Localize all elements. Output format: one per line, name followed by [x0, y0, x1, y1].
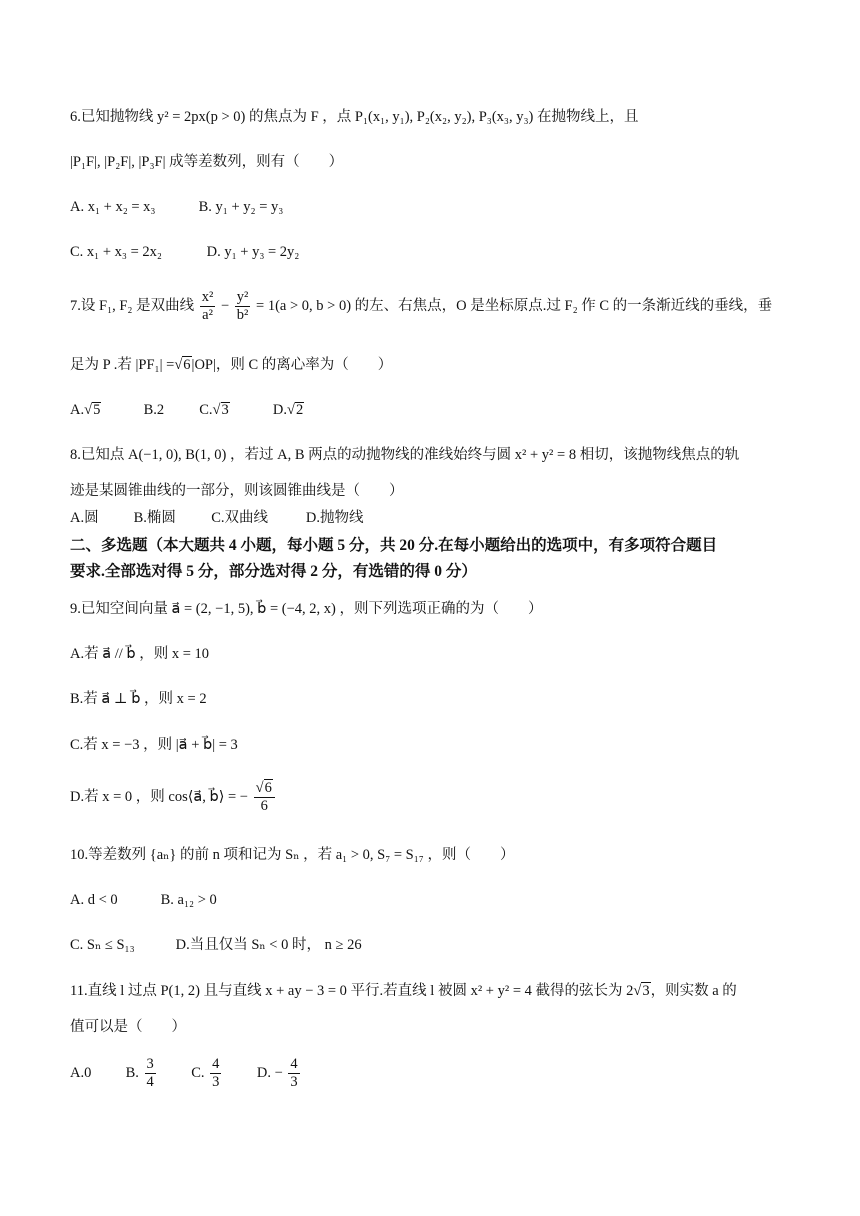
q11-line1-post: ，则实数 a 的 [650, 983, 737, 999]
q10-option-a: A. d < 0 [70, 892, 118, 908]
q7-sqrt6: √6 [174, 357, 191, 373]
q8-stem-line1: 8.已知点 A(−1, 0), B(1, 0) ，若过 A, B 两点的动抛物线的准线始终与圆 x² + y² = 8 相切，该抛物线焦点的轨 [70, 447, 740, 463]
q7-option-d: D.√2 [272, 402, 304, 418]
q9-option-c: C.若 x = −3 ，则 |a⃗ + b⃗| = 3 [70, 737, 238, 753]
q6-options-row1 [70, 200, 283, 215]
q9-option-a: A.若 a⃗ // b⃗ ，则 x = 10 [70, 646, 210, 662]
q10-option-d: D.当且仅当 Sₙ < 0 时， n ≥ 26 [175, 937, 362, 953]
q10-option-c: C. Sₙ ≤ S₁₃ [70, 937, 135, 953]
q6-stem-line2: |P₁F|, |P₂F|, |P₃F| 成等差数列，则有（ ） [70, 154, 344, 170]
q7-fraction-y-den: b² [236, 306, 249, 323]
q9-option-b: B.若 a⃗ ⊥ b⃗ ，则 x = 2 [70, 691, 207, 707]
q11-line1-pre: 11.直线 l 过点 P(1, 2) 且与直线 x + ay − 3 = 0 平行.若直线 l 被圆 x² + y² = 4 截得的弦长为 2 [70, 983, 634, 999]
q8-option-d: D.抛物线 [305, 510, 364, 526]
q7-line2-pre: 足为 P .若 |PF₁| = [70, 357, 175, 373]
q7-fraction-y-num: y² [236, 289, 249, 305]
q9-option-d [70, 780, 277, 814]
q11-stem-line2: 值可以是（ ） [70, 1019, 186, 1035]
q7-option-a: A.√5 [70, 402, 101, 418]
q11-option-d: D. − $\frac{4}{3}$ [256, 1056, 298, 1090]
q6-stem-line1: 6.已知抛物线 y² = 2px(p > 0) 的焦点为 F ，点 P₁(x₁, y₁), P₂(x₂, y₂), P₃(x₃, y₃) 在抛物线上，且 [70, 109, 639, 125]
q7-text-post: = 1(a > 0, b > 0) 的左、右焦点，O 是坐标原点.过 F₂ 作 C 的一条渐近线的垂线，垂 [256, 297, 773, 314]
q6-options-row2 [70, 245, 299, 260]
q10-options-row1 [70, 893, 217, 908]
q8-option-b: B.椭圆 [133, 510, 176, 526]
q9-option-d-text: D.若 x = 0 ，则 cos⟨a⃗, b⃗⟩ = − [70, 788, 248, 805]
section2-heading-line1: 二、多选题（本大题共 4 小题，每小题 5 分，共 20 分.在每小题给出的选项中，有多项符合题目 [70, 537, 718, 554]
q7-minus: − [220, 297, 230, 314]
q11-option-a: A.0 [70, 1064, 92, 1081]
q7-stem-line1 [70, 289, 772, 323]
q7-line2-post: |OP|，则 C 的离心率为（ ） [191, 357, 393, 373]
q7-fraction-x [200, 289, 216, 323]
q10-options-row2 [70, 938, 362, 953]
q11-option-b: B. $\frac{3}{4}$ [125, 1056, 154, 1090]
q6-option-d: D. y₁ + y₃ = 2y₂ [206, 244, 300, 260]
q7-text-pre: 7.设 F₁, F₂ 是双曲线 [70, 297, 195, 314]
q6-option-a: A. x₁ + x₂ = x₃ [70, 199, 156, 215]
q11-options [70, 1056, 302, 1090]
q7-stem-line2 [70, 358, 392, 373]
q9-option-d-fraction: $\frac{√6}{6}$ [254, 780, 275, 814]
q7-option-c: C.√3 [199, 402, 229, 418]
section2-heading-line2: 要求.全部选对得 5 分，部分选对得 2 分，有选错的得 0 分） [70, 563, 477, 580]
q11-stem-line1 [70, 984, 737, 999]
q7-options [70, 402, 304, 418]
q7-fraction-x-num: x² [201, 289, 214, 305]
q8-option-c: C.双曲线 [211, 510, 269, 526]
q11-option-c: C. $\frac{4}{3}$ [191, 1056, 220, 1090]
q7-option-b: B.2 [143, 402, 165, 418]
q8-option-a: A.圆 [70, 510, 99, 526]
q7-fraction-x-den: a² [202, 306, 213, 323]
q10-stem: 10.等差数列 {aₙ} 的前 n 项和记为 Sₙ ，若 a₁ > 0, S₇ = S₁₇ ，则（ ） [70, 847, 515, 863]
q9-stem: 9.已知空间向量 a⃗ = (2, −1, 5), b⃗ = (−4, 2, x) ，则下列选项正确的为（ ） [70, 601, 543, 617]
q8-options [70, 511, 363, 526]
q8-stem-line2: 迹是某圆锥曲线的一部分，则该圆锥曲线是（ ） [70, 483, 404, 499]
q7-fraction-y [235, 289, 251, 323]
q6-option-c: C. x₁ + x₃ = 2x₂ [70, 244, 162, 260]
q10-option-b: B. a₁₂ > 0 [160, 892, 217, 908]
q6-option-b: B. y₁ + y₂ = y₃ [198, 199, 284, 215]
q11-sqrt3: √3 [633, 983, 650, 999]
